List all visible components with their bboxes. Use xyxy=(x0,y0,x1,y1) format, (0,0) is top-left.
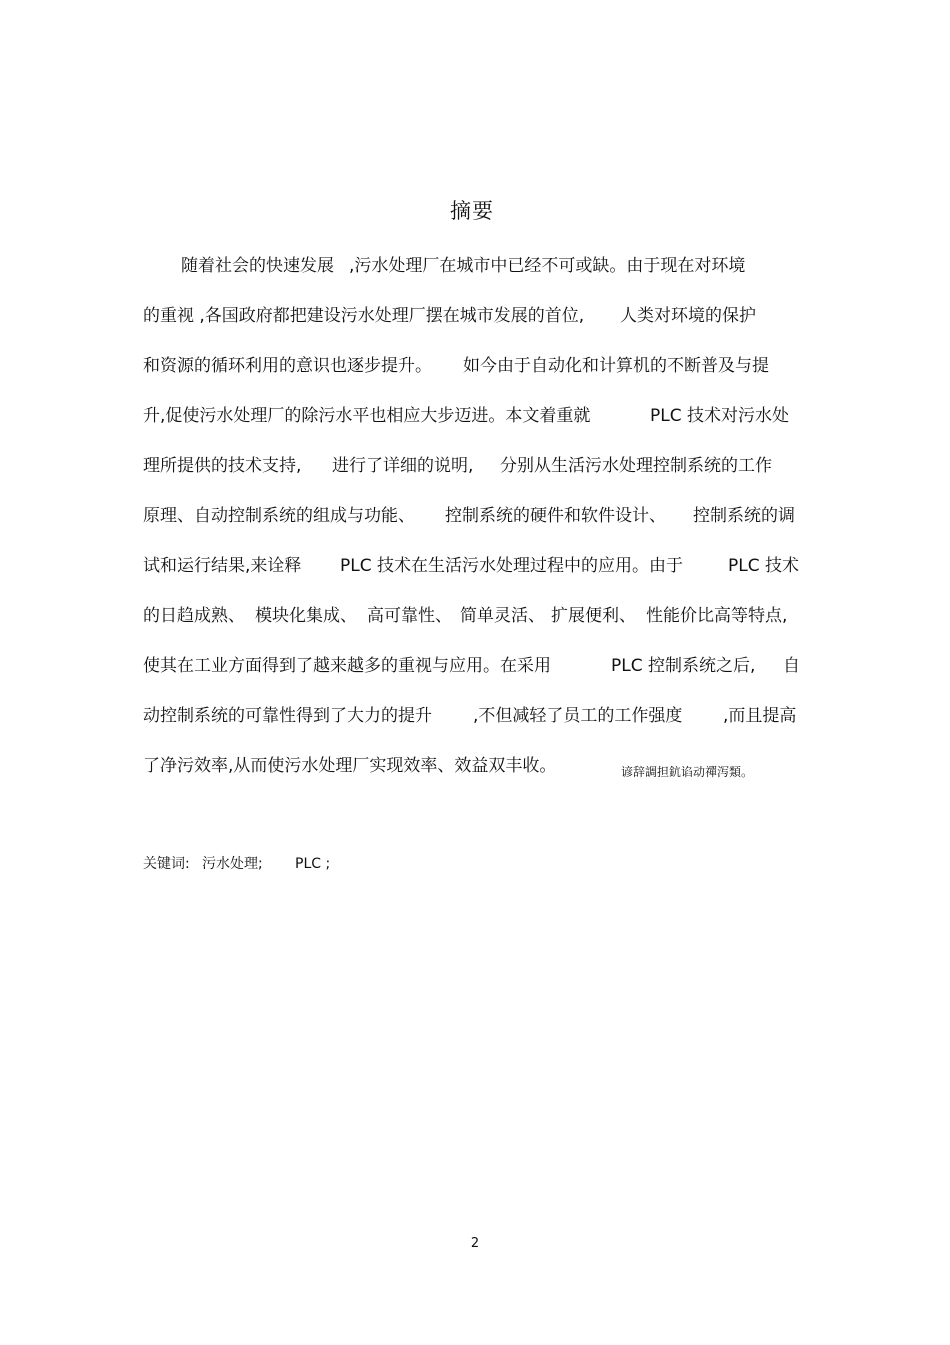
page-number: 2 xyxy=(470,1236,480,1251)
text-segment: 升,促使污水处理厂的除污水平也相应大步迈进。本文着重就 xyxy=(143,406,591,426)
text-segment: ,污水处理厂在城市中已经不可或缺。由于现在对环境 xyxy=(349,256,746,276)
text-segment: 如今由于自动化和计算机的不断普及与提 xyxy=(463,356,769,376)
text-segment: 模块化集成、 xyxy=(255,606,357,626)
text-segment: 理所提供的技术支持, xyxy=(143,456,302,476)
text-segment: PLC 技术对污水处 xyxy=(650,406,789,426)
text-segment: 自 xyxy=(783,656,800,676)
text-segment: ,不但减轻了员工的工作强度 xyxy=(473,706,683,726)
text-segment: ,而且提高 xyxy=(723,706,797,726)
keyword-item: 污水处理; xyxy=(202,856,263,872)
text-segment: 试和运行结果,来诠释 xyxy=(143,556,302,576)
text-segment: 的重视 ,各国政府都把建设污水处理厂摆在城市发展的首位, xyxy=(143,306,585,326)
text-segment: 进行了详细的说明, xyxy=(332,456,474,476)
abstract-body xyxy=(143,250,823,800)
text-segment: 扩展便利、 xyxy=(551,606,636,626)
text-segment: 和资源的循环利用的意识也逐步提升。 xyxy=(143,356,432,376)
text-segment: 使其在工业方面得到了越来越多的重视与应用。在采用 xyxy=(143,656,551,676)
abstract-line xyxy=(143,650,823,700)
text-segment: 简单灵活、 xyxy=(460,606,545,626)
text-segment: 控制系统的硬件和软件设计、 xyxy=(445,506,666,526)
text-segment: 了净污效率,从而使污水处理厂实现效率、效益双丰收。 xyxy=(143,756,557,776)
text-segment: 人类对环境的保护 xyxy=(620,306,756,326)
garbled-text-segment: 谚辞調担鈧谄动禪泻類。 xyxy=(621,765,754,779)
text-segment: 控制系统的调 xyxy=(693,506,795,526)
text-segment: PLC 技术在生活污水处理过程中的应用。由于 xyxy=(340,556,683,576)
keywords-label: 关键词: xyxy=(143,856,190,872)
abstract-title: 摘要 xyxy=(450,199,494,223)
text-segment: 性能价比高等特点, xyxy=(646,606,788,626)
text-segment: 的日趋成熟、 xyxy=(143,606,245,626)
text-segment: 原理、自动控制系统的组成与功能、 xyxy=(143,506,415,526)
abstract-line xyxy=(143,250,823,300)
abstract-line xyxy=(143,400,823,450)
abstract-line xyxy=(143,600,823,650)
abstract-line xyxy=(143,300,823,350)
keyword-item: PLC ; xyxy=(295,856,331,872)
text-segment: 分别从生活污水处理控制系统的工作 xyxy=(500,456,772,476)
text-segment: PLC 技术 xyxy=(728,556,799,576)
text-segment: 动控制系统的可靠性得到了大力的提升 xyxy=(143,706,432,726)
text-segment: 随着社会的快速发展 xyxy=(181,256,334,276)
text-segment: 高可靠性、 xyxy=(367,606,452,626)
abstract-line xyxy=(143,550,823,600)
abstract-line xyxy=(143,700,823,750)
abstract-line xyxy=(143,350,823,400)
abstract-line xyxy=(143,750,823,800)
text-segment: PLC 控制系统之后, xyxy=(611,656,756,676)
abstract-line xyxy=(143,450,823,500)
abstract-line xyxy=(143,500,823,550)
